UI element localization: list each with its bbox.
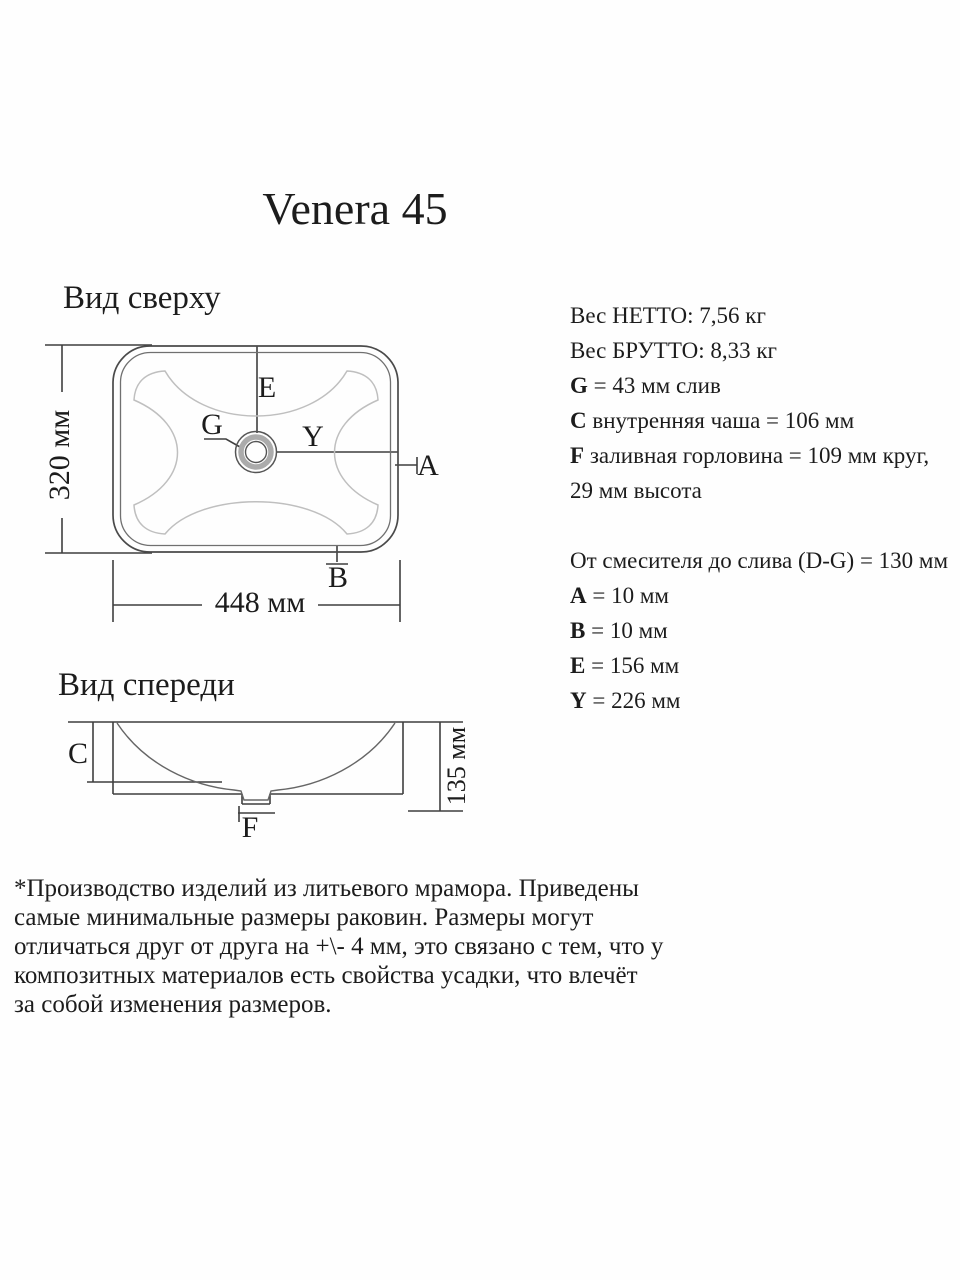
label-g: G: [201, 408, 223, 441]
top-view-drawing: [45, 345, 417, 622]
footnote-line: самые минимальные размеры раковин. Размеры могут: [14, 904, 594, 931]
top-view-heading: Вид сверху: [63, 280, 221, 316]
front-view-height-dimension: 135 мм: [442, 726, 471, 806]
spec-line: B = 10 мм: [570, 618, 668, 643]
sink-outer-rim: [113, 346, 398, 552]
spec-line: A = 10 мм: [570, 583, 669, 608]
spec-line: F заливная горловина = 109 мм круг,: [570, 443, 930, 468]
spec-line: Y = 226 мм: [570, 688, 681, 713]
spec-line: E = 156 мм: [570, 653, 680, 678]
front-view-heading: Вид спереди: [58, 667, 235, 703]
front-view-drawing: [68, 722, 463, 822]
top-view-dimension-lines: [45, 345, 417, 622]
spec-list-weights-and-bowl: [570, 303, 929, 513]
spec-line: 29 мм высота: [570, 478, 702, 503]
footnote: [14, 874, 663, 1019]
spec-list-distances: [570, 548, 948, 723]
footnote-line: отличаться друг от друга на +\- 4 мм, это связано с тем, что у: [14, 933, 664, 960]
label-a: A: [417, 449, 439, 482]
footnote-line: за собой изменения размеров.: [14, 991, 332, 1018]
spec-line: G = 43 мм слив: [570, 373, 721, 398]
spec-line: От смесителя до слива (D-G) = 130 мм: [570, 548, 949, 573]
spec-line: Вес БРУТТО: 8,33 кг: [570, 338, 777, 363]
label-y: Y: [302, 420, 324, 453]
spec-line: C внутренняя чаша = 106 мм: [570, 408, 855, 433]
label-b: B: [327, 561, 349, 594]
top-view-width-dimension: 448 мм: [214, 586, 306, 619]
footnote-line: композитных материалов есть свойства усадки, что влечёт: [14, 962, 638, 989]
footnote-line: *Производство изделий из литьевого мрамора. Приведены: [14, 875, 639, 902]
sink-inner-rim: [121, 353, 391, 546]
top-view-height-dimension: 320 мм: [43, 409, 76, 501]
drain-inner-circle: [246, 442, 267, 463]
spec-line: Вес НЕТТО: 7,56 кг: [570, 303, 766, 328]
label-c: C: [67, 737, 89, 770]
label-e: E: [257, 371, 277, 404]
page-title: Venera 45: [262, 183, 448, 234]
front-basin-profile: [117, 723, 395, 800]
label-f: F: [241, 811, 259, 844]
